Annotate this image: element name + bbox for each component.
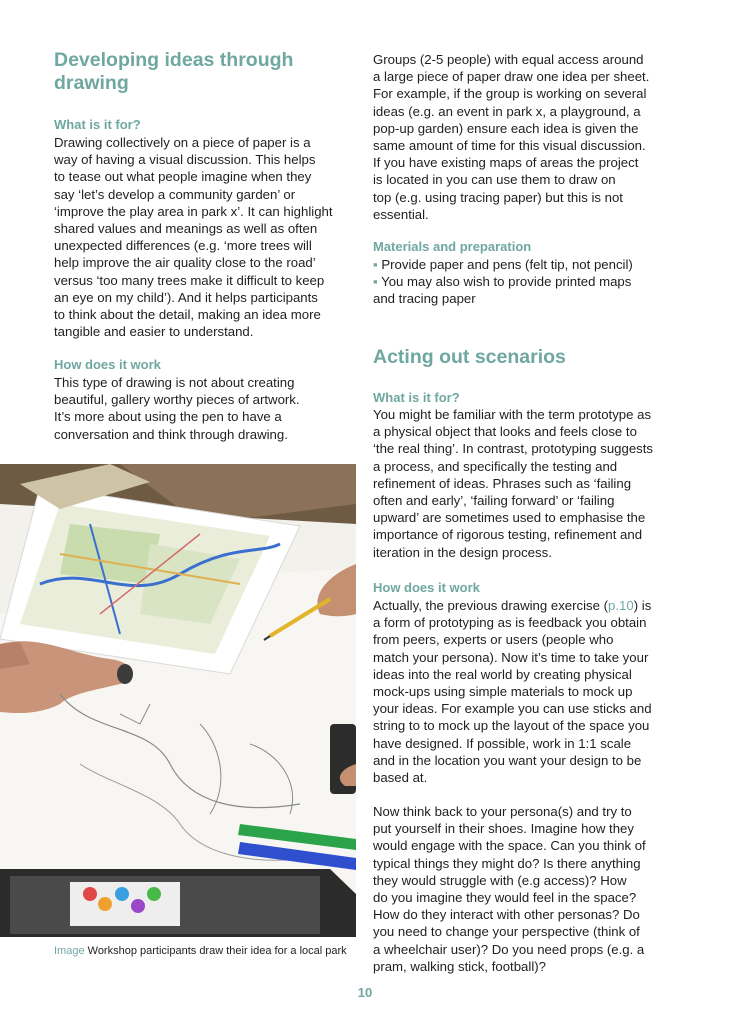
- materials-heading: Materials and preparation: [373, 239, 532, 254]
- intro-body: Groups (2-5 people) with equal access around a large piece of paper draw one idea per sheet. For example, if the group is working on several ideas (e.g. an event in park x, a playground, a pop-up garden) ensure each idea is given the same amount of time for this visual discussion. If you have existing maps of areas the project is located in you can use them to draw on top (e.g. using tracing paper) but this is not essential.: [373, 52, 650, 222]
- acting-what-body: You might be familiar with the term prototype as a physical object that looks and feels close to ‘the real thing’. In contrast, prototyping suggests a process, and specifically the testing and refinement of ideas. Phrases such as ‘failing often and early’, ‘failing forward’ or ‘failing upward’ are sometimes used to emphasise the importance of rigorous testing, refinement and iteration in the design process.: [373, 407, 654, 560]
- what-is-it-for-heading: What is it for?: [54, 117, 141, 132]
- materials-list: ▪ Provide paper and pens (felt tip, not pencil) ▪ You may also wish to provide printed maps and tracing paper: [373, 256, 693, 308]
- how-does-it-work-heading: How does it work: [54, 357, 161, 372]
- acting-how-heading: How does it work: [373, 580, 480, 595]
- list-item: ▪ You may also wish to provide printed maps: [373, 274, 632, 290]
- acting-what-heading: What is it for?: [373, 390, 460, 405]
- how-does-it-work-body: This type of drawing is not about creating beautiful, gallery worthy pieces of artwork. It’s more about using the pen to have a conversation and think through drawing.: [54, 375, 300, 442]
- bullet-icon: ▪: [373, 257, 378, 272]
- page-number: 10: [357, 985, 373, 1000]
- section-title-drawing: Developing ideas through drawing: [54, 49, 294, 94]
- caption-text: Workshop participants draw their idea for a local park: [84, 945, 347, 957]
- image-caption: [54, 944, 354, 959]
- what-is-it-for-body: Drawing collectively on a piece of paper is a way of having a visual discussion. This helps to tease out what people imagine when they say ‘let’s develop a community garden’ or ‘improve the play area in park x’. It can highlight shared values and meanings as well as often unexpected differences (e.g. ‘more trees will help improve the air quality close to the road’ versus ‘too many trees make it difficult to keep an eye on my child’). And it helps participants to think about the detail, making an idea more tangible and easier to understand.: [54, 135, 333, 340]
- workshop-photo: [0, 464, 356, 937]
- workshop-photo-illustration: [0, 464, 356, 937]
- list-item: ▪ Provide paper and pens (felt tip, not pencil): [373, 257, 633, 272]
- page-reference-link[interactable]: p.10: [608, 598, 634, 613]
- caption-label: Image: [54, 945, 85, 957]
- section-title-acting: Acting out scenarios: [373, 346, 566, 368]
- bullet-icon: ▪: [373, 274, 378, 290]
- acting-how-body: Actually, the previous drawing exercise (p.10) is a form of prototyping as is feedback you obtain from peers, experts or users (people who match your persona). Now it’s time to take your ideas into the real world by creating physical mock-ups using simple materials to mock up your ideas. For example you can use sticks and string to to mock up the layout of the space you have designed. If possible, work in 1:1 scale and in the location you want your design to be based at.: [373, 598, 652, 786]
- persona-body: Now think back to your persona(s) and try to put yourself in their shoes. Imagine how they would engage with the space. Can you think of typical things they might do? Is there anything they would struggle with (e.g access)? How do you imagine they would feel in the space? How do they interact with other personas? Do you need to change your perspective (think of a wheelchair user)? Do you need props (e.g. a pram, walking stick, football)?: [373, 804, 646, 974]
